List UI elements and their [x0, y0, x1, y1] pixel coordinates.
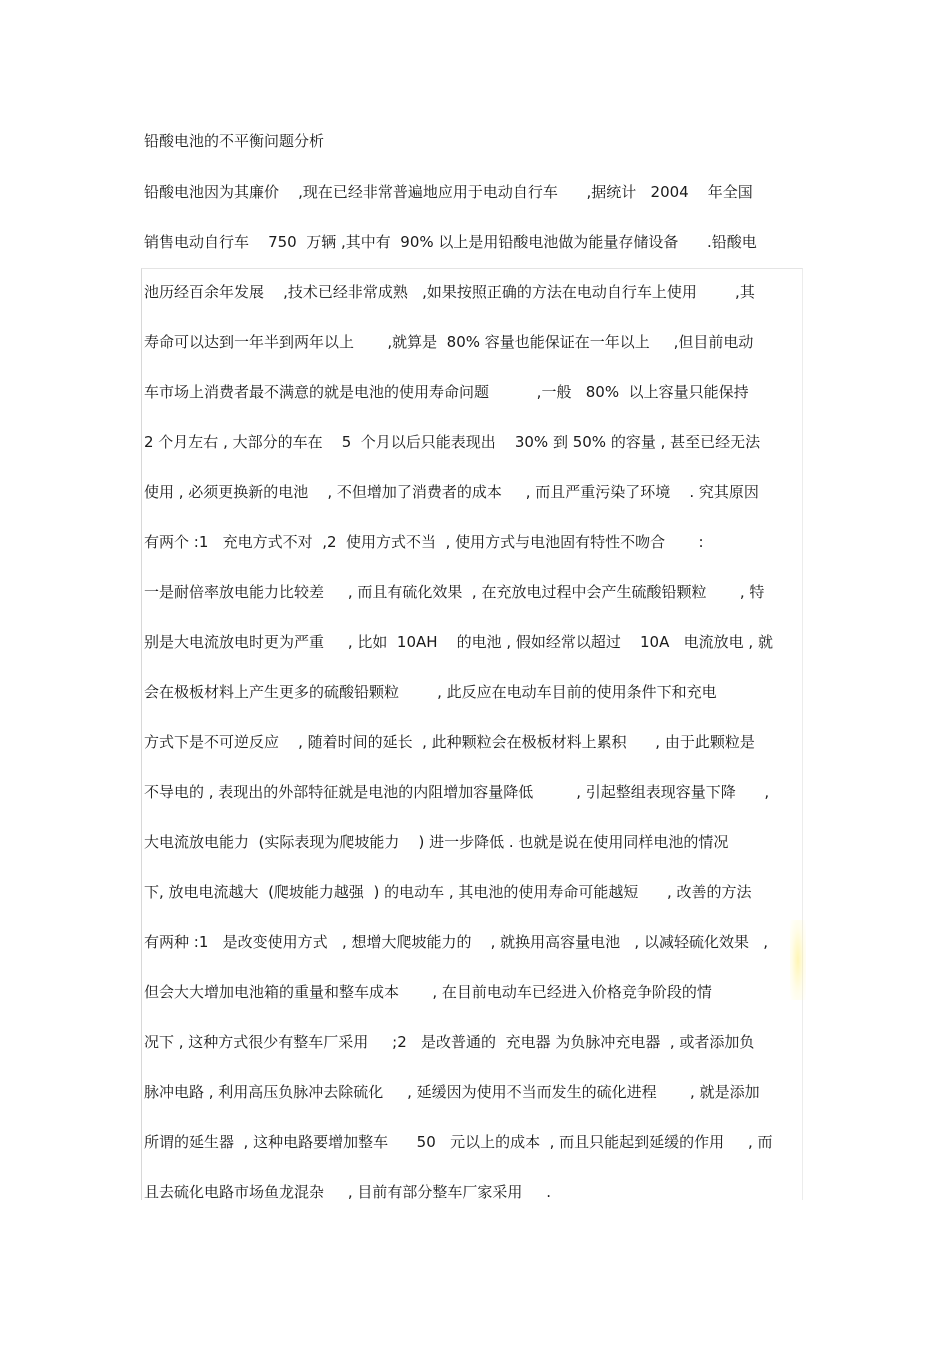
body-line: 使用 , 必须更换新的电池 , 不但增加了消费者的成本 , 而且严重污染了环境 . 究其原因 [144, 483, 759, 501]
document-title: 铅酸电池的不平衡问题分析 [144, 132, 325, 150]
body-line: 但会大大增加电池箱的重量和整车成本 , 在目前电动车已经进入价格竞争阶段的情 [144, 983, 712, 1001]
body-line: 所谓的延生器 , 这种电路要增加整车 50 元以上的成本 , 而且只能起到延缓的作用 , 而 [144, 1133, 773, 1151]
body-line: 车市场上消费者最不满意的就是电池的使用寿命问题 ,一般 80% 以上容量只能保持 [144, 383, 749, 401]
body-line: 别是大电流放电时更为严重 , 比如 10AH 的电池 , 假如经常以超过 10A 电流放电 , 就 [144, 633, 773, 651]
body-line: 池历经百余年发展 ,技术已经非常成熟 ,如果按照正确的方法在电动自行车上使用 ,其 [144, 283, 755, 301]
body-line: 况下 , 这种方式很少有整车厂采用 ;2 是改普通的 充电器 为负脉冲充电器 , 或者添加负 [144, 1033, 755, 1051]
body-line: 一是耐倍率放电能力比较差 , 而且有硫化效果 , 在充放电过程中会产生硫酸铅颗粒 , 特 [144, 583, 765, 601]
body-line: 大电流放电能力 (实际表现为爬坡能力 ) 进一步降低 . 也就是说在使用同样电池的情况 [144, 833, 729, 851]
body-line: 有两种 :1 是改变使用方式 , 想增大爬坡能力的 , 就换用高容量电池 , 以减轻硫化效果 , [144, 933, 769, 951]
body-line: 不导电的 , 表现出的外部特征就是电池的内阻增加容量降低 , 引起整组表现容量下降 , [144, 783, 770, 801]
body-line: 且去硫化电路市场鱼龙混杂 , 目前有部分整车厂家采用 . [144, 1183, 551, 1201]
body-line: 销售电动自行车 750 万辆 ,其中有 90% 以上是用铅酸电池做为能量存储设备 .铅酸电 [144, 233, 757, 251]
yellow-stain [790, 920, 806, 1000]
body-line: 脉冲电路 , 利用高压负脉冲去除硫化 , 延缓因为使用不当而发生的硫化进程 , 就是添加 [144, 1083, 760, 1101]
body-line: 有两个 :1 充电方式不对 ,2 使用方式不当 , 使用方式与电池固有特性不吻合 : [144, 533, 704, 551]
body-line: 会在极板材料上产生更多的硫酸铅颗粒 , 此反应在电动车目前的使用条件下和充电 [144, 683, 717, 701]
body-line: 方式下是不可逆反应 , 随着时间的延长 , 此种颗粒会在极板材料上累积 , 由于此颗粒是 [144, 733, 755, 751]
body-line: 下, 放电电流越大 (爬坡能力越强 ) 的电动车 , 其电池的使用寿命可能越短 , 改善的方法 [144, 883, 752, 901]
body-line: 2 个月左右 , 大部分的车在 5 个月以后只能表现出 30% 到 50% 的容量 , 甚至已经无法 [144, 433, 761, 451]
body-line: 铅酸电池因为其廉价 ,现在已经非常普遍地应用于电动自行车 ,据统计 2004 年全国 [144, 183, 753, 201]
body-line: 寿命可以达到一年半到两年以上 ,就算是 80% 容量也能保证在一年以上 ,但目前电动 [144, 333, 754, 351]
